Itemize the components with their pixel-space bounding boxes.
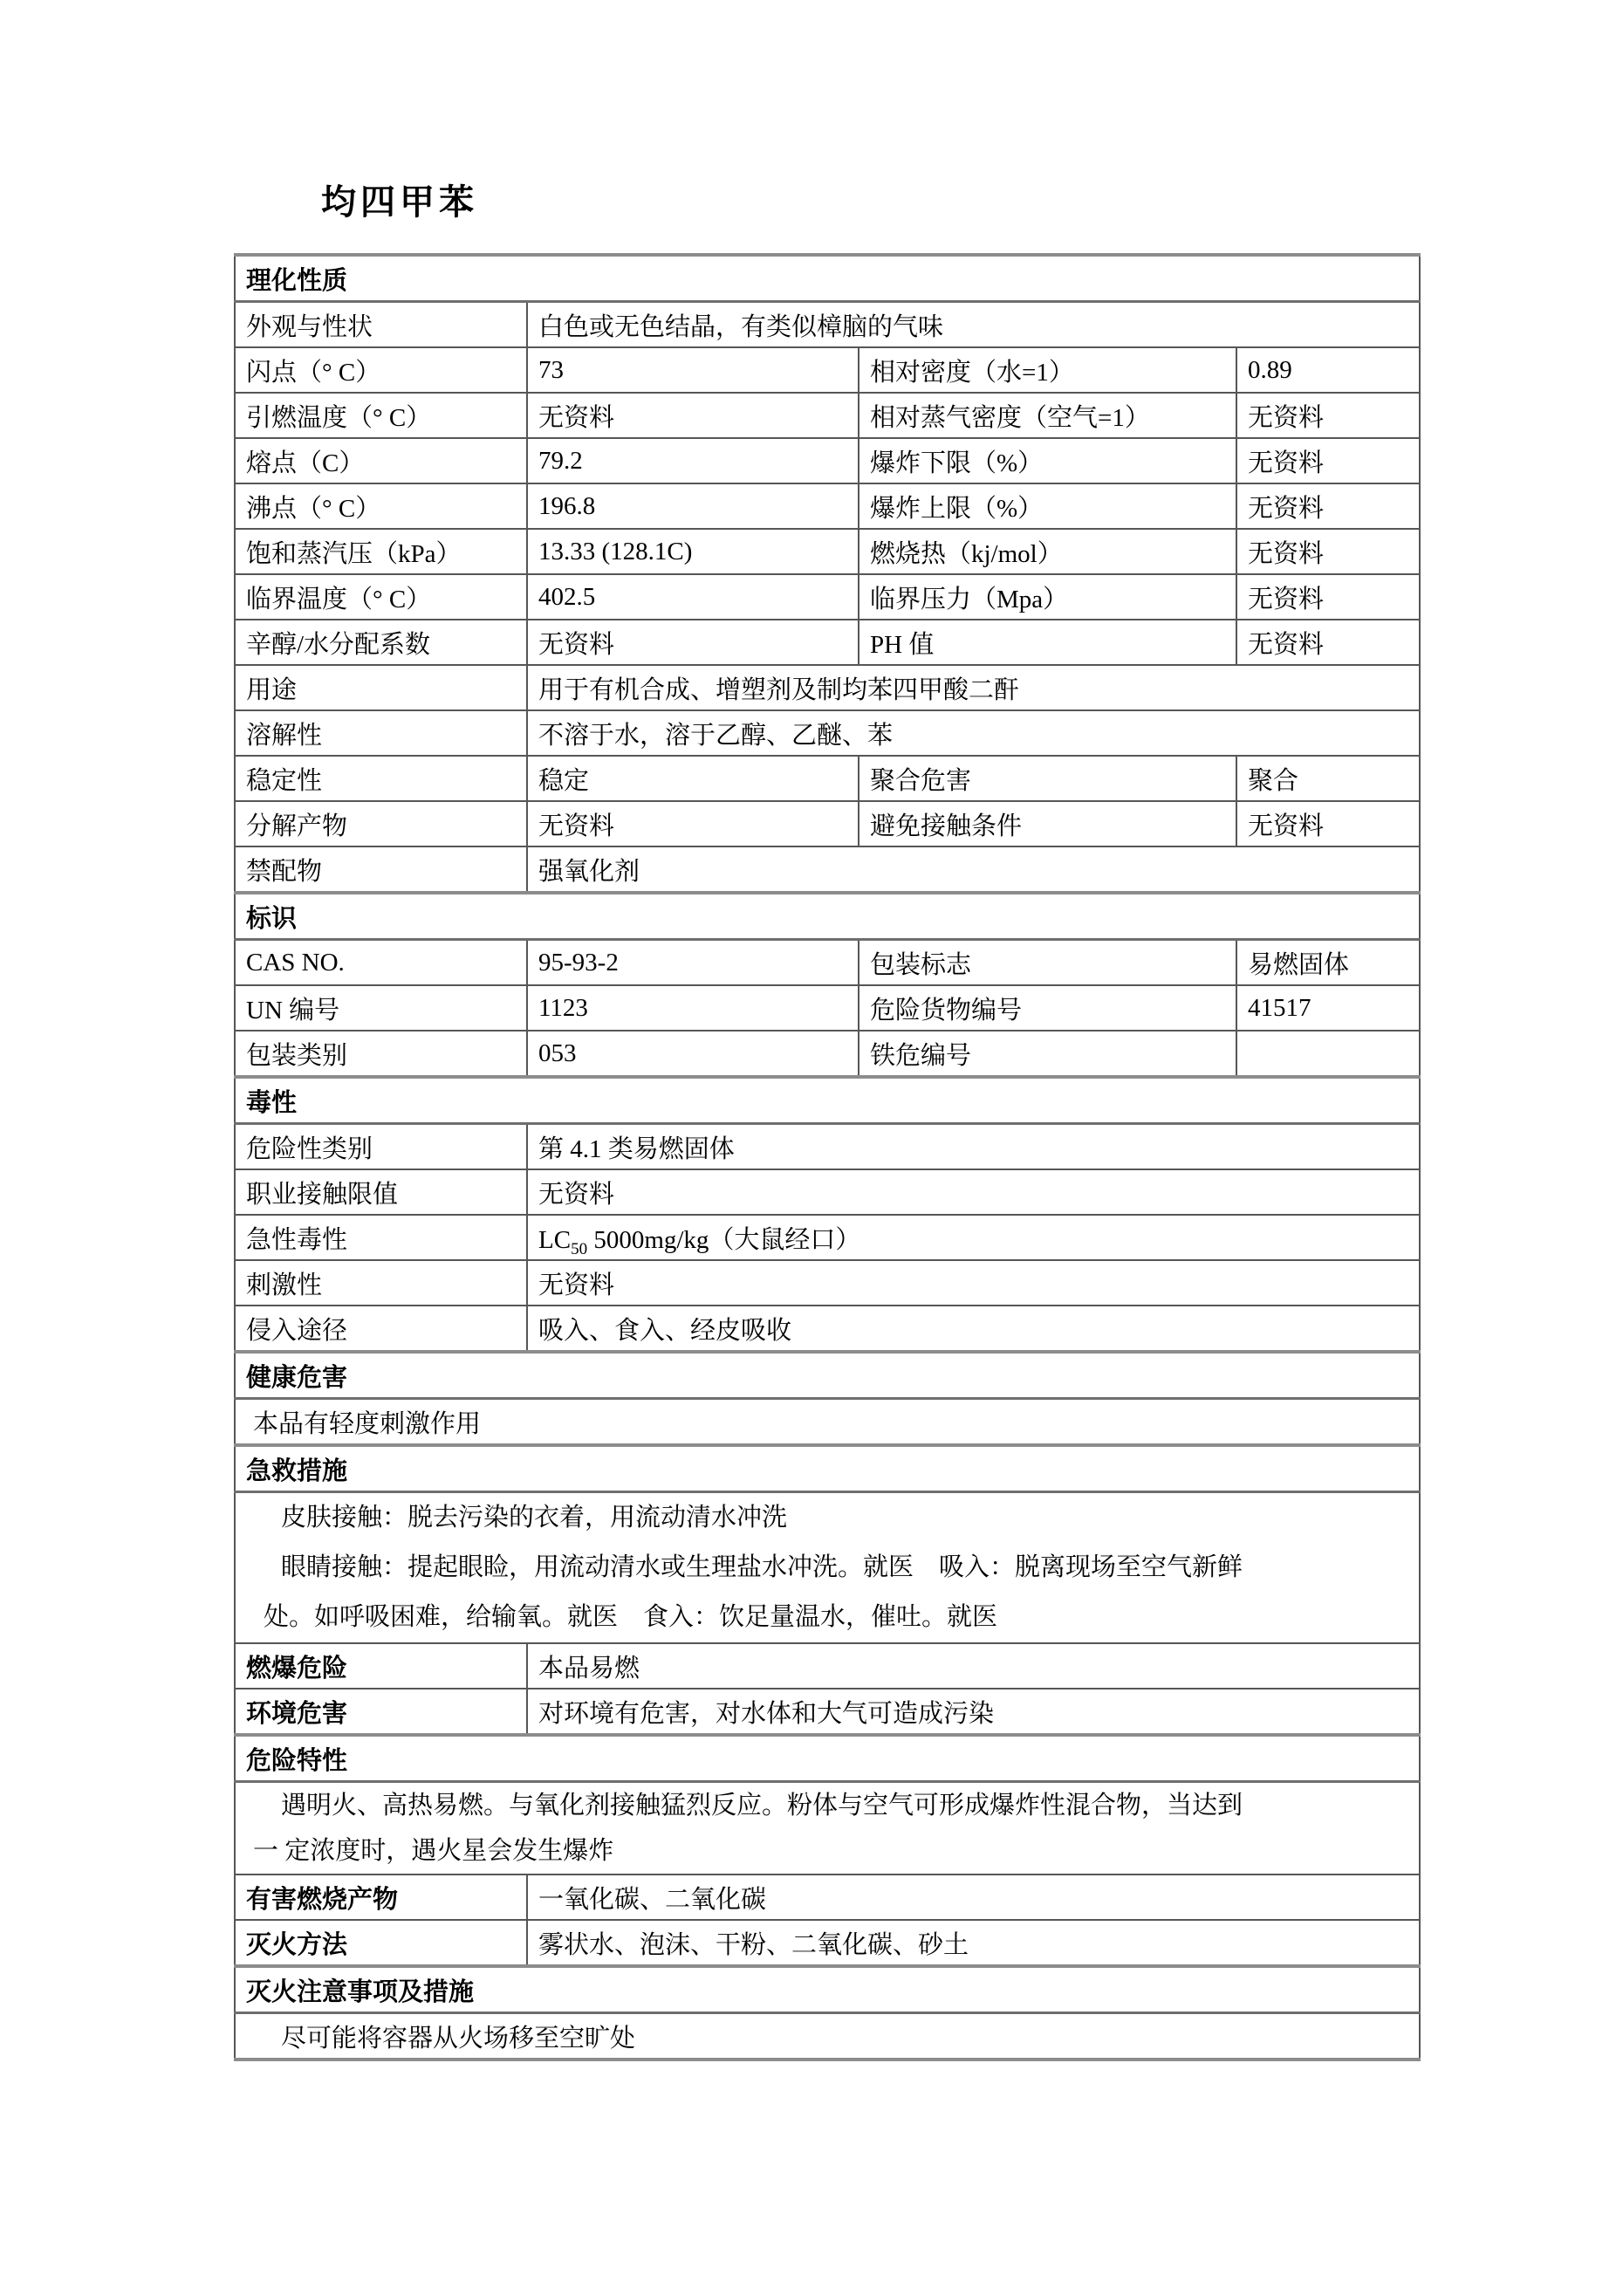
table-row xyxy=(235,1445,1420,1492)
row-incompatible-value: 强氧化剂 xyxy=(527,846,1420,893)
row-un-value: 1123 xyxy=(527,985,859,1031)
document-title: 均四甲苯 xyxy=(321,183,478,222)
row-acute-value xyxy=(527,1215,1420,1260)
table-row xyxy=(235,302,1420,348)
row-health-text xyxy=(235,1399,1420,1446)
row-flash-label2: 相对密度（水=1） xyxy=(859,347,1236,393)
table-row xyxy=(235,1352,1420,1399)
row-vapor-value: 13.33 (128.1C) xyxy=(527,529,859,574)
row-octanol-label2: PH 值 xyxy=(859,620,1236,665)
table-row xyxy=(235,1782,1420,1875)
table-row xyxy=(235,710,1420,756)
table-row xyxy=(235,893,1420,940)
table-row xyxy=(235,665,1420,710)
first-aid-line-ingest: 处。如呼吸困难，给输氧。就医 食入：饮足量温水，催吐。就医 xyxy=(264,1603,998,1631)
row-packing-value: 053 xyxy=(527,1031,859,1077)
row-entry-route-value: 吸入、食入、经皮吸收 xyxy=(527,1306,1420,1352)
row-appearance-label: 外观与性状 xyxy=(235,302,527,348)
row-irritation-value: 无资料 xyxy=(527,1260,1420,1306)
row-hazard-class-value: 第 4.1 类易燃固体 xyxy=(527,1124,1420,1170)
table-row xyxy=(235,1215,1420,1260)
table-row xyxy=(235,393,1420,438)
row-cas-label: CAS NO. xyxy=(235,940,527,986)
row-ignition-label: 引燃温度（° C） xyxy=(235,393,527,438)
row-un-label2: 危险货物编号 xyxy=(859,985,1236,1031)
section-header-toxicity: 毒性 xyxy=(235,1077,1420,1124)
first-aid-line-eye-inhale: 眼睛接触：提起眼睑，用流动清水或生理盐水冲洗。就医 吸入：脱离现场至空气新鲜 xyxy=(281,1553,1243,1581)
row-solubility-value: 不溶于水，溶于乙醇、乙醚、苯 xyxy=(527,710,1420,756)
row-octanol-value2: 无资料 xyxy=(1236,620,1420,665)
row-decomposition-label2: 避免接触条件 xyxy=(859,801,1236,846)
row-octanol-value: 无资料 xyxy=(527,620,859,665)
row-packing-label2: 铁危编号 xyxy=(859,1031,1236,1077)
table-row xyxy=(235,940,1420,986)
row-combustion-value: 一氧化碳、二氧化碳 xyxy=(527,1874,1420,1920)
row-decomposition-label: 分解产物 xyxy=(235,801,527,846)
row-octanol-label: 辛醇/水分配系数 xyxy=(235,620,527,665)
row-env-hazard-label: 环境危害 xyxy=(235,1689,527,1735)
row-irritation-label: 刺激性 xyxy=(235,1260,527,1306)
section-header-fire-note: 灭火注意事项及措施 xyxy=(235,1966,1420,2013)
table-row xyxy=(235,1874,1420,1920)
table-row xyxy=(235,347,1420,393)
row-melting-label: 熔点（C） xyxy=(235,438,527,483)
row-crit-temp-value2: 无资料 xyxy=(1236,574,1420,620)
row-melting-value2: 无资料 xyxy=(1236,438,1420,483)
table-row xyxy=(235,2013,1420,2060)
row-stability-value2: 聚合 xyxy=(1236,756,1420,801)
row-boiling-label2: 爆炸上限（%） xyxy=(859,483,1236,529)
table-row xyxy=(235,574,1420,620)
table-row xyxy=(235,756,1420,801)
fire-note-text: 尽可能将容器从火场移至空旷处 xyxy=(281,2024,636,2053)
row-un-label: UN 编号 xyxy=(235,985,527,1031)
lc-subscript: 50 xyxy=(571,1239,588,1258)
row-occupational-value: 无资料 xyxy=(527,1169,1420,1215)
row-fire-hazard-value: 本品易燃 xyxy=(527,1643,1420,1689)
row-crit-temp-value: 402.5 xyxy=(527,574,859,620)
row-flash-label: 闪点（° C） xyxy=(235,347,527,393)
table-row xyxy=(235,1643,1420,1689)
row-first-aid-text xyxy=(235,1492,1420,1644)
health-text: 本品有轻度刺激作用 xyxy=(253,1409,482,1438)
row-fire-hazard-label: 燃爆危险 xyxy=(235,1643,527,1689)
section-header-health-hazard: 健康危害 xyxy=(235,1352,1420,1399)
section-header-first-aid: 急救措施 xyxy=(235,1445,1420,1492)
table-row xyxy=(235,1492,1420,1644)
table-row xyxy=(235,1077,1420,1124)
row-ignition-value: 无资料 xyxy=(527,393,859,438)
row-fire-note xyxy=(235,2013,1420,2060)
msds-table xyxy=(234,253,1421,2061)
row-stability-label2: 聚合危害 xyxy=(859,756,1236,801)
row-boiling-value2: 无资料 xyxy=(1236,483,1420,529)
row-ignition-label2: 相对蒸气密度（空气=1） xyxy=(859,393,1236,438)
row-use-value: 用于有机合成、增塑剂及制均苯四甲酸二酐 xyxy=(527,665,1420,710)
row-extinguish-label: 灭火方法 xyxy=(235,1920,527,1966)
table-row xyxy=(235,1260,1420,1306)
table-row xyxy=(235,1306,1420,1352)
row-melting-value: 79.2 xyxy=(527,438,859,483)
row-flash-value2: 0.89 xyxy=(1236,347,1420,393)
row-env-hazard-value: 对环境有危害，对水体和大气可造成污染 xyxy=(527,1689,1420,1735)
row-vapor-label2: 燃烧热（kj/mol） xyxy=(859,529,1236,574)
table-row xyxy=(235,255,1420,302)
lc-rest: 5000mg/kg（大鼠经口） xyxy=(587,1225,861,1254)
section-header-danger-traits: 危险特性 xyxy=(235,1735,1420,1782)
row-decomposition-value2: 无资料 xyxy=(1236,801,1420,846)
danger-line-1: 遇明火、高热易燃。与氧化剂接触猛烈反应。粉体与空气可形成爆炸性混合物，当达到 xyxy=(281,1792,1243,1820)
row-ignition-value2: 无资料 xyxy=(1236,393,1420,438)
table-row xyxy=(235,1689,1420,1735)
row-cas-value: 95-93-2 xyxy=(527,940,859,986)
row-occupational-label: 职业接触限值 xyxy=(235,1169,527,1215)
row-crit-temp-label: 临界温度（° C） xyxy=(235,574,527,620)
section-header-identification: 标识 xyxy=(235,893,1420,940)
row-un-value2: 41517 xyxy=(1236,985,1420,1031)
row-solubility-label: 溶解性 xyxy=(235,710,527,756)
table-row xyxy=(235,1966,1420,2013)
row-melting-label2: 爆炸下限（%） xyxy=(859,438,1236,483)
row-cas-label2: 包装标志 xyxy=(859,940,1236,986)
lc-prefix: LC xyxy=(538,1225,572,1254)
row-extinguish-value: 雾状水、泡沫、干粉、二氧化碳、砂土 xyxy=(527,1920,1420,1966)
table-row xyxy=(235,529,1420,574)
row-boiling-value: 196.8 xyxy=(527,483,859,529)
danger-line-2: 一 定浓度时，遇火星会发生爆炸 xyxy=(253,1837,614,1865)
row-cas-value2: 易燃固体 xyxy=(1236,940,1420,986)
table-row xyxy=(235,846,1420,893)
row-appearance-value: 白色或无色结晶，有类似樟脑的气味 xyxy=(527,302,1420,348)
row-crit-temp-label2: 临界压力（Mpa） xyxy=(859,574,1236,620)
first-aid-line-skin: 皮肤接触：脱去污染的衣着，用流动清水冲洗 xyxy=(281,1504,788,1532)
row-flash-value: 73 xyxy=(527,347,859,393)
table-row xyxy=(235,1399,1420,1446)
row-packing-label: 包装类别 xyxy=(235,1031,527,1077)
table-row xyxy=(235,438,1420,483)
row-use-label: 用途 xyxy=(235,665,527,710)
row-vapor-value2: 无资料 xyxy=(1236,529,1420,574)
table-row xyxy=(235,1920,1420,1966)
row-stability-value: 稳定 xyxy=(527,756,859,801)
table-row xyxy=(235,1031,1420,1077)
table-row xyxy=(235,1124,1420,1170)
table-row xyxy=(235,1735,1420,1782)
row-vapor-label: 饱和蒸汽压（kPa） xyxy=(235,529,527,574)
table-row xyxy=(235,1169,1420,1215)
row-combustion-label: 有害燃烧产物 xyxy=(235,1874,527,1920)
table-row xyxy=(235,483,1420,529)
row-entry-route-label: 侵入途径 xyxy=(235,1306,527,1352)
table-row xyxy=(235,620,1420,665)
table-row xyxy=(235,801,1420,846)
row-danger-text xyxy=(235,1782,1420,1875)
row-hazard-class-label: 危险性类别 xyxy=(235,1124,527,1170)
row-acute-label: 急性毒性 xyxy=(235,1215,527,1260)
table-row xyxy=(235,985,1420,1031)
row-decomposition-value: 无资料 xyxy=(527,801,859,846)
row-stability-label: 稳定性 xyxy=(235,756,527,801)
section-header-physchem: 理化性质 xyxy=(235,255,1420,302)
row-packing-value2 xyxy=(1236,1031,1420,1077)
row-boiling-label: 沸点（° C） xyxy=(235,483,527,529)
row-incompatible-label: 禁配物 xyxy=(235,846,527,893)
